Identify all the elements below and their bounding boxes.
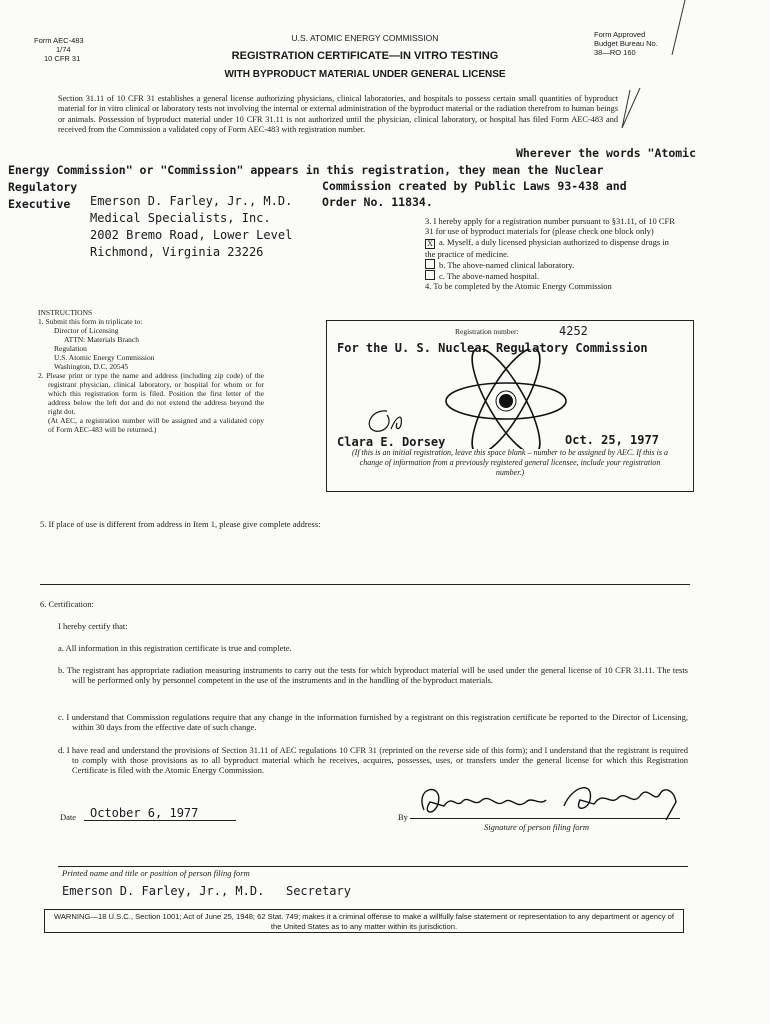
instruction-addr1: Director of Licensing	[54, 326, 119, 335]
item3-option-b-text: b. The above-named clinical laboratory.	[439, 260, 575, 270]
certification-c: c. I understand that Commission regulations require that any change in the information furnished by a registrant on this registration certificate be reported to the Director of Licensing, within 30 days from the effective date of such change.	[58, 712, 688, 732]
notice-line4a: Executive	[8, 197, 71, 211]
item3-option-c	[425, 270, 680, 281]
notice-line4b: Order No. 11834.	[322, 195, 433, 209]
form-date: 1/74	[56, 45, 71, 54]
signed-date: Oct. 25, 1977	[565, 433, 659, 447]
divider-item5	[40, 584, 690, 585]
form-cfr: 10 CFR 31	[44, 54, 81, 63]
signer-name: Clara E. Dorsey	[337, 435, 446, 449]
warning-text: WARNING—18 U.S.C., Section 1001; Act of June 25, 1948; 62 Stat. 749; makes it a criminal offense to make a willfully false statement or representation to any department or agency of the United States as to any matter within its jurisdiction.	[53, 912, 675, 931]
notice-line3a: Regulatory	[8, 180, 78, 194]
address-line4: Richmond, Virginia 23226	[90, 245, 264, 259]
notice-line3b: Commission created by Public Laws 93-438 and	[322, 179, 627, 193]
checkbox-b[interactable]	[425, 259, 435, 269]
divider-printed-name	[58, 866, 688, 867]
certification-a: a. All information in this registration certificate is true and complete.	[58, 643, 292, 653]
instruction-addr2: ATTN: Materials Branch	[64, 335, 139, 344]
registration-box	[326, 320, 694, 492]
registration-number: 4252	[559, 324, 588, 338]
certification-lead: I hereby certify that:	[58, 621, 128, 631]
checkbox-c[interactable]	[425, 270, 435, 280]
certification-b: b. The registrant has appropriate radiation measuring instruments to carry out the tests for which byproduct material will be used under the general license of 10 CFR 31.11. The tests will be performed only by personnel competent in the use of the instruments and in the handling of the byproduct materials.	[58, 665, 688, 685]
item3-block	[425, 216, 680, 291]
registration-number-label: Registration number:	[455, 327, 519, 336]
approval-line1: Form Approved	[594, 30, 646, 39]
item4-label: 4. To be completed by the Atomic Energy Commission	[425, 281, 612, 291]
address-line3: 2002 Bremo Road, Lower Level	[90, 228, 293, 242]
instruction-addr4: U.S. Atomic Energy Commission	[54, 353, 155, 362]
notice-line2: Energy Commission" or "Commission" appears in this registration, they mean the Nuclear	[8, 163, 604, 177]
instruction-1: 1. Submit this form in triplicate to:	[38, 317, 143, 326]
form-id-block	[34, 36, 114, 63]
instruction-addr3: Regulation	[54, 344, 87, 353]
instruction-2: 2. Please print or type the name and address (including zip code) of the registrant physician, clinical laboratory, or hospital for whom or for which this registration form is filed. Position the first letter of the address below the left dot and do not extend the address beyond the right dot.	[38, 371, 264, 416]
item5-label: 5. If place of use is different from address in Item 1, please give complete address:	[40, 519, 321, 529]
signature-caption: Signature of person filing form	[484, 822, 589, 832]
instruction-3: (At AEC, a registration number will be assigned and a validated copy of Form AEC-483 will be returned.)	[48, 416, 264, 434]
date-field[interactable]: October 6, 1977	[84, 806, 236, 821]
for-commission-line: For the U. S. Nuclear Regulatory Commission	[337, 341, 648, 355]
initials-signature	[357, 405, 417, 437]
printed-name-label: Printed name and title or position of person filing form	[62, 868, 250, 878]
item3-intro: 3. I hereby apply for a registration number pursuant to §31.11, of 10 CFR 31 for use of byproduct materials for (please check one block only)	[425, 216, 675, 236]
by-label: By	[398, 812, 408, 822]
form-title-line2: WITH BYPRODUCT MATERIAL UNDER GENERAL LICENSE	[224, 69, 506, 80]
item3-option-c-text: c. The above-named hospital.	[439, 271, 540, 281]
registration-note: (If this is an initial registration, leave this space blank – number to be assigned by AEC. If this is a change of information from a previously registered general licensee, include your registration number.)	[352, 448, 668, 477]
item3-option-a	[425, 237, 680, 259]
approval-line2: Budget Bureau No.	[594, 39, 658, 48]
form-title-line1: REGISTRATION CERTIFICATE—IN VITRO TESTING	[231, 50, 499, 62]
agency-name: U.S. ATOMIC ENERGY COMMISSION	[291, 33, 439, 43]
intro-paragraph: Section 31.11 of 10 CFR 31 establishes a general license authorizing physicians, clinical laboratories, and hospitals to possess certain small quantities of byproduct material for in vitro clinical or laboratory tests not involving the internal or external administration of the byproduct material or the radiation therefrom to human beings or animals. Possession of byproduct material under 10 CFR 31.11 is not authorized until the physician, clinical laboratory, or hospital has filed Form AEC-483 and received from the Commission a validated copy of Form AEC-483 with registration number.	[58, 94, 618, 134]
approval-line3: 38—RO 160	[594, 48, 636, 57]
atom-icon	[435, 349, 577, 449]
instructions-heading: INSTRUCTIONS	[38, 308, 93, 317]
date-label: Date	[60, 812, 77, 822]
instruction-addr5: Washington, D.C. 20545	[54, 362, 129, 371]
address-line1: Emerson D. Farley, Jr., M.D.	[90, 194, 293, 208]
instructions-block	[38, 308, 264, 434]
registrant-address	[90, 193, 292, 261]
address-line2: Medical Specialists, Inc.	[90, 211, 271, 225]
signature-graphic	[404, 776, 704, 826]
instruction-address	[38, 326, 264, 371]
item3-option-b	[425, 259, 680, 270]
warning-box	[44, 909, 684, 933]
form-id: Form AEC-483	[34, 36, 84, 45]
certification-heading: 6. Certification:	[40, 599, 94, 609]
certification-d: d. I have read and understand the provisions of Section 31.11 of AEC regulations 10 CFR 31 (reprinted on the reverse side of this form); and I understand that the registrant is required to comply with those provisions as to all byproduct material which he receives, acquires, possesses, uses, or transfers under the general license for which this Registration Certificate is filed with the Atomic Energy Commission.	[58, 745, 688, 775]
item3-option-a-text: a. Myself, a duly licensed physician authorized to dispense drugs in the practice of medicine.	[425, 237, 669, 259]
printed-name-value[interactable]: Emerson D. Farley, Jr., M.D. Secretary	[62, 884, 351, 898]
checkbox-a[interactable]: X	[425, 239, 435, 249]
notice-line1: Wherever the words "Atomic	[516, 146, 697, 160]
